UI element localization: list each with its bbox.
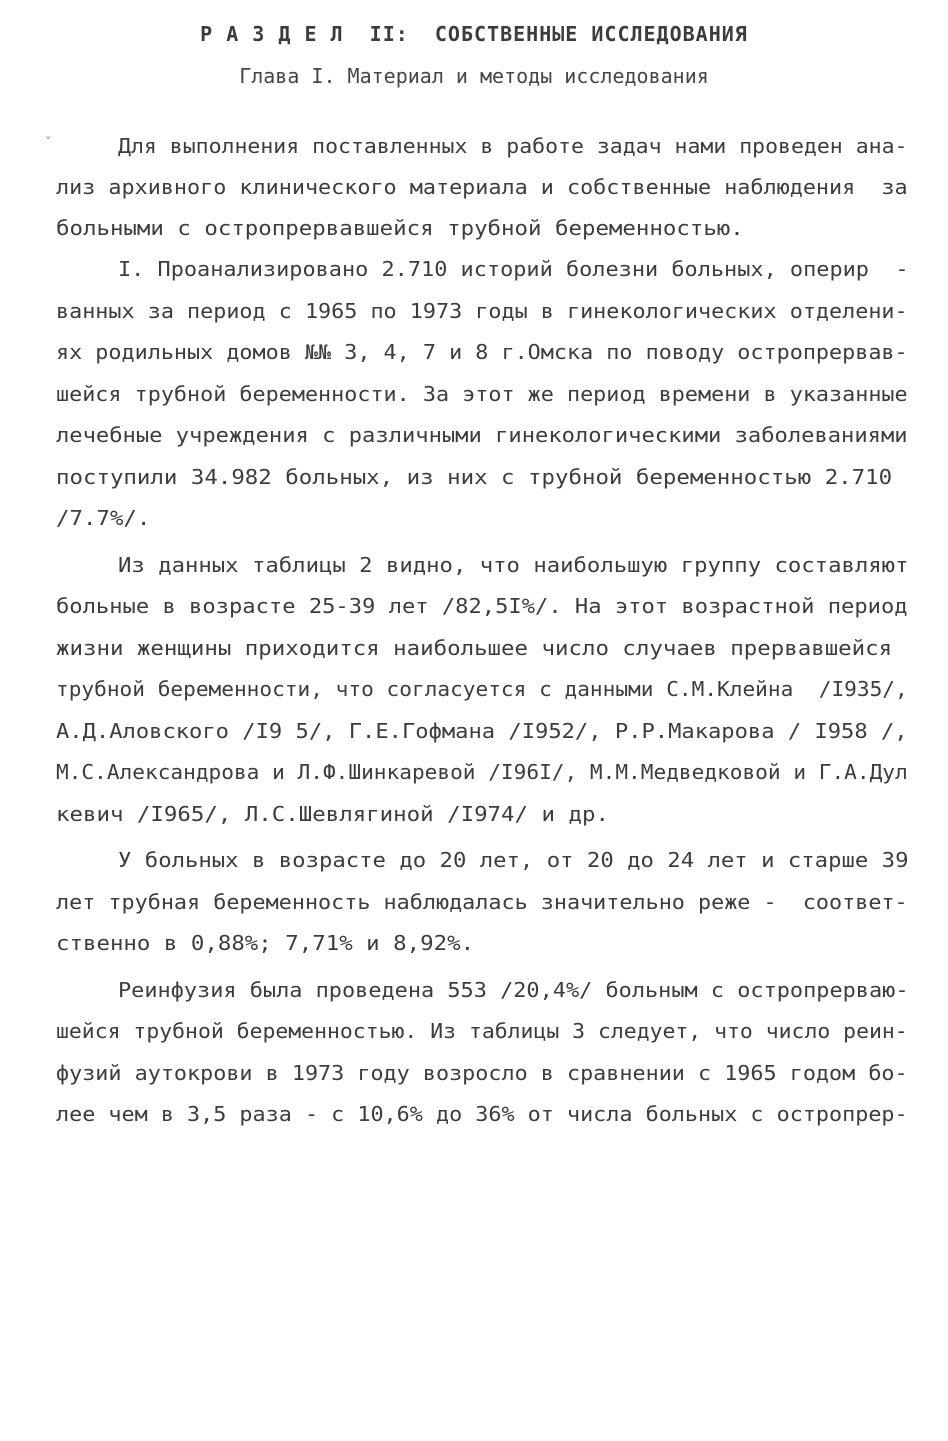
text-line-10: /7.7%/.: [56, 506, 151, 530]
text-line-22: шейся трубной беременностью. Из таблицы 3 следует, что число реин-: [56, 1019, 908, 1043]
text-line-14: трубной беременности, что согласуется с данными С.М.Клейна /I935/,: [56, 677, 908, 701]
text-line-13: жизни женщины приходится наибольшее число случаев прервавшейся: [56, 636, 893, 660]
text-line-9: поступили 34.982 больных, из них с трубной беременностью 2.710: [56, 465, 893, 489]
text-line-1: Для выполнения поставленных в работе задач нами проведен ана-: [118, 134, 908, 158]
margin-mark: ˇ: [44, 136, 53, 152]
text-line-4: I. Проанализировано 2.710 историй болезни больных, оперир -: [118, 257, 909, 281]
chapter-heading: Глава I. Материал и методы исследования: [239, 64, 709, 88]
text-line-6: ях родильных домов №№ 3, 4, 7 и 8 г.Омска по поводу остропрервав-: [56, 340, 908, 364]
text-line-2: лиз архивного клинического материала и собственные наблюдения за: [56, 175, 908, 199]
text-line-21: Реинфузия была проведена 553 /20,4%/ больным с остропрерваю-: [118, 978, 909, 1002]
section-heading: Р А З Д Е Л II: СОБСТВЕННЫЕ ИССЛЕДОВАНИЯ: [200, 22, 748, 46]
text-line-16: М.С.Александрова и Л.Ф.Шинкаревой /I96I/, М.М.Медведковой и Г.А.Дул: [56, 760, 908, 784]
text-line-23: фузий аутокрови в 1973 году возросло в сравнении с 1965 годом бо-: [56, 1061, 908, 1085]
text-line-20: ственно в 0,88%; 7,71% и 8,92%.: [56, 931, 475, 955]
text-line-7: шейся трубной беременности. За этот же период времени в указанные: [56, 382, 908, 406]
text-line-18: У больных в возрасте до 20 лет, от 20 до 24 лет и старше 39: [118, 848, 909, 872]
text-line-5: ванных за период с 1965 по 1973 годы в гинекологических отделени-: [56, 299, 908, 323]
text-line-3: больными с остропрервавшейся трубной беременностью.: [56, 216, 744, 240]
text-line-11: Из данных таблицы 2 видно, что наибольшую группу составляют: [118, 553, 909, 577]
text-line-24: лее чем в 3,5 раза - с 10,6% до 36% от числа больных с остропрер-: [56, 1102, 908, 1126]
text-line-15: А.Д.Аловского /I9 5/, Г.Е.Гофмана /I952/, Р.Р.Макарова / I958 /,: [56, 719, 908, 743]
text-line-19: лет трубная беременность наблюдалась значительно реже - соответ-: [56, 890, 908, 914]
text-line-8: лечебные учреждения с различными гинекологическими заболеваниями: [56, 423, 908, 447]
text-line-12: больные в возрасте 25-39 лет /82,5I%/. На этот возрастной период: [56, 594, 908, 618]
text-line-17: кевич /I965/, Л.С.Шевлягиной /I974/ и др.: [56, 802, 609, 826]
